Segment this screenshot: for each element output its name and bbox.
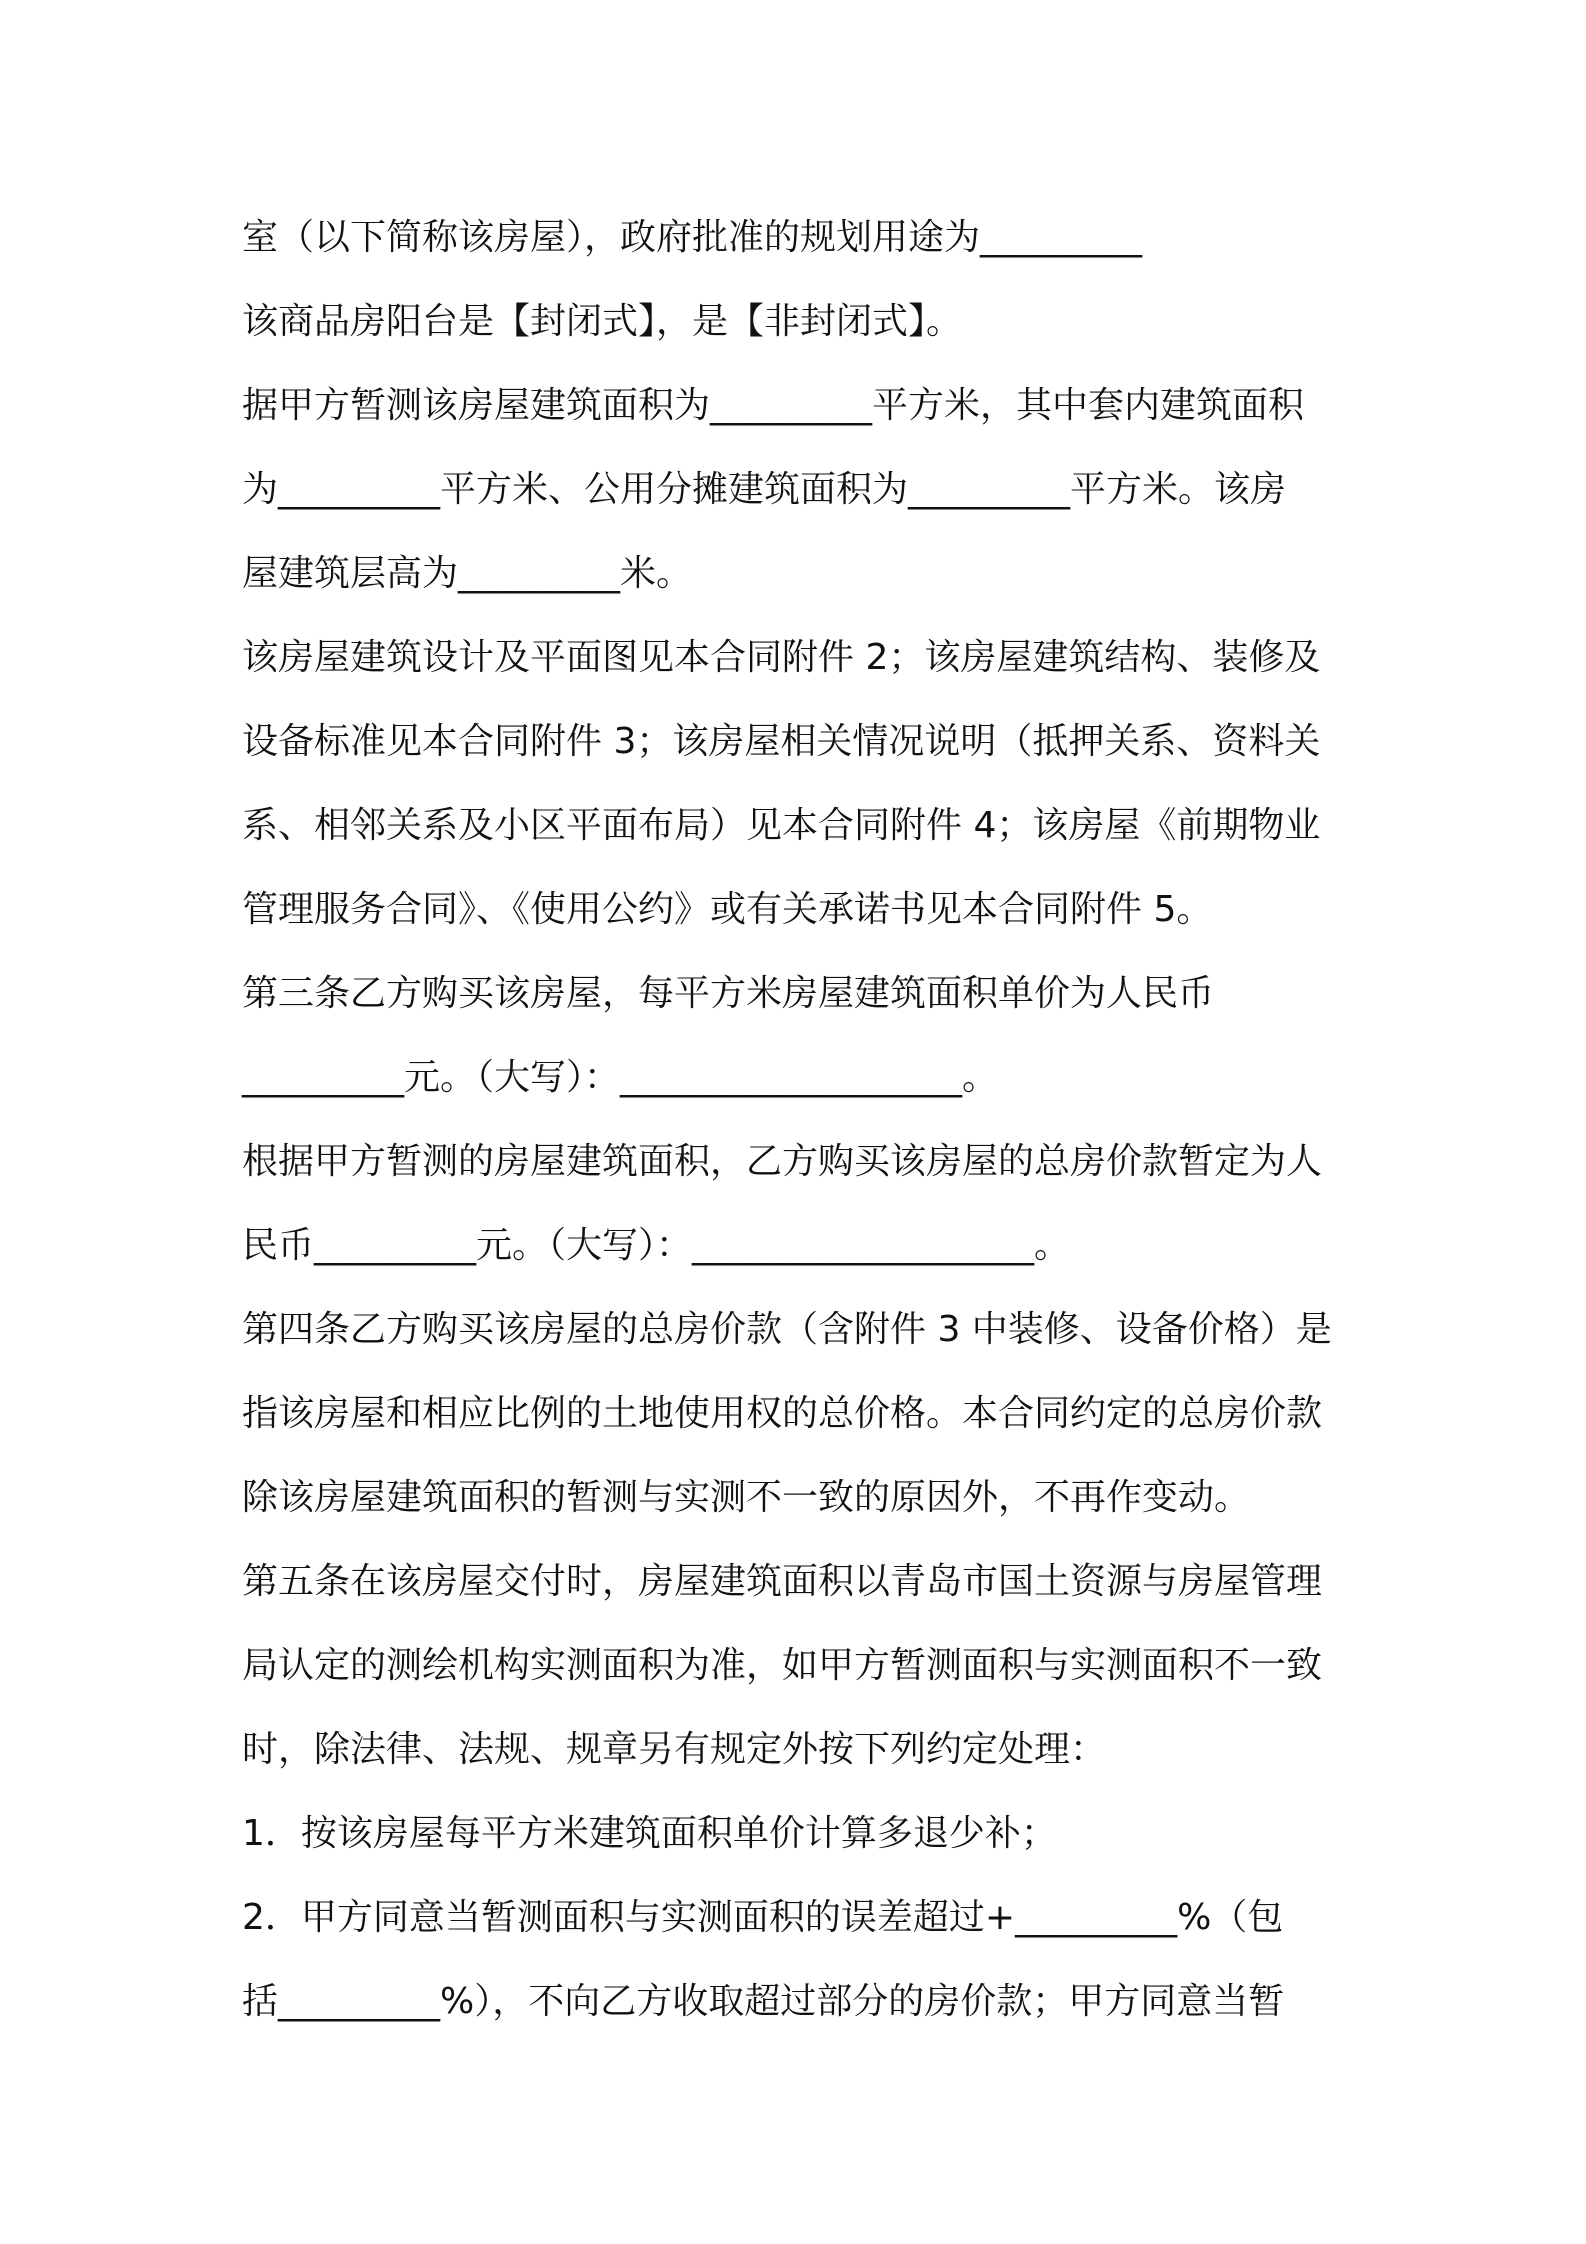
text-line: 管理服务合同》、《使用公约》或有关承诺书见本合同附件 5。 xyxy=(242,889,1213,930)
text-line: 该商品房阳台是【封闭式】，是【非封闭式】。 xyxy=(242,301,963,342)
text-line: 根据甲方暂测的房屋建筑面积，乙方购买该房屋的总房价款暂定为人 xyxy=(242,1141,1323,1182)
text-line: _________元。（大写）：___________________。 xyxy=(242,1057,999,1098)
text-line: 第三条乙方购买该房屋，每平方米房屋建筑面积单价为人民币 xyxy=(242,973,1215,1014)
text-line: 括_________%），不向乙方收取超过部分的房价款；甲方同意当暂 xyxy=(242,1981,1285,2022)
text-line: 民币_________元。（大写）：___________________。 xyxy=(242,1225,1071,1266)
text-line: 第四条乙方购买该房屋的总房价款（含附件 3 中装修、设备价格）是 xyxy=(242,1309,1332,1350)
text-line: 指该房屋和相应比例的土地使用权的总价格。本合同约定的总房价款 xyxy=(242,1393,1323,1434)
text-line: 系、相邻关系及小区平面布局）见本合同附件 4；该房屋《前期物业 xyxy=(242,805,1321,846)
text-line: 设备标准见本合同附件 3；该房屋相关情况说明（抵押关系、资料关 xyxy=(242,721,1321,762)
document-body xyxy=(242,196,1362,2044)
text-line: 除该房屋建筑面积的暂测与实测不一致的原因外，不再作变动。 xyxy=(242,1477,1251,1518)
text-line: 据甲方暂测该房屋建筑面积为_________平方米，其中套内建筑面积 xyxy=(242,385,1305,426)
text-line: 第五条在该房屋交付时，房屋建筑面积以青岛市国土资源与房屋管理 xyxy=(242,1561,1323,1602)
text-line: 室（以下简称该房屋），政府批准的规划用途为_________ xyxy=(242,217,1143,258)
text-line: 2．甲方同意当暂测面积与实测面积的误差超过+_________%（包 xyxy=(242,1897,1284,1938)
text-line: 该房屋建筑设计及平面图见本合同附件 2；该房屋建筑结构、装修及 xyxy=(242,637,1321,678)
text-line: 为_________平方米、公用分摊建筑面积为_________平方米。该房 xyxy=(242,469,1287,510)
text-line: 局认定的测绘机构实测面积为准，如甲方暂测面积与实测面积不一致 xyxy=(242,1645,1323,1686)
text-line: 屋建筑层高为_________米。 xyxy=(242,553,693,594)
text-line: 时，除法律、法规、规章另有规定外按下列约定处理： xyxy=(242,1729,1107,1770)
text-line: 1．按该房屋每平方米建筑面积单价计算多退少补； xyxy=(242,1813,1057,1854)
